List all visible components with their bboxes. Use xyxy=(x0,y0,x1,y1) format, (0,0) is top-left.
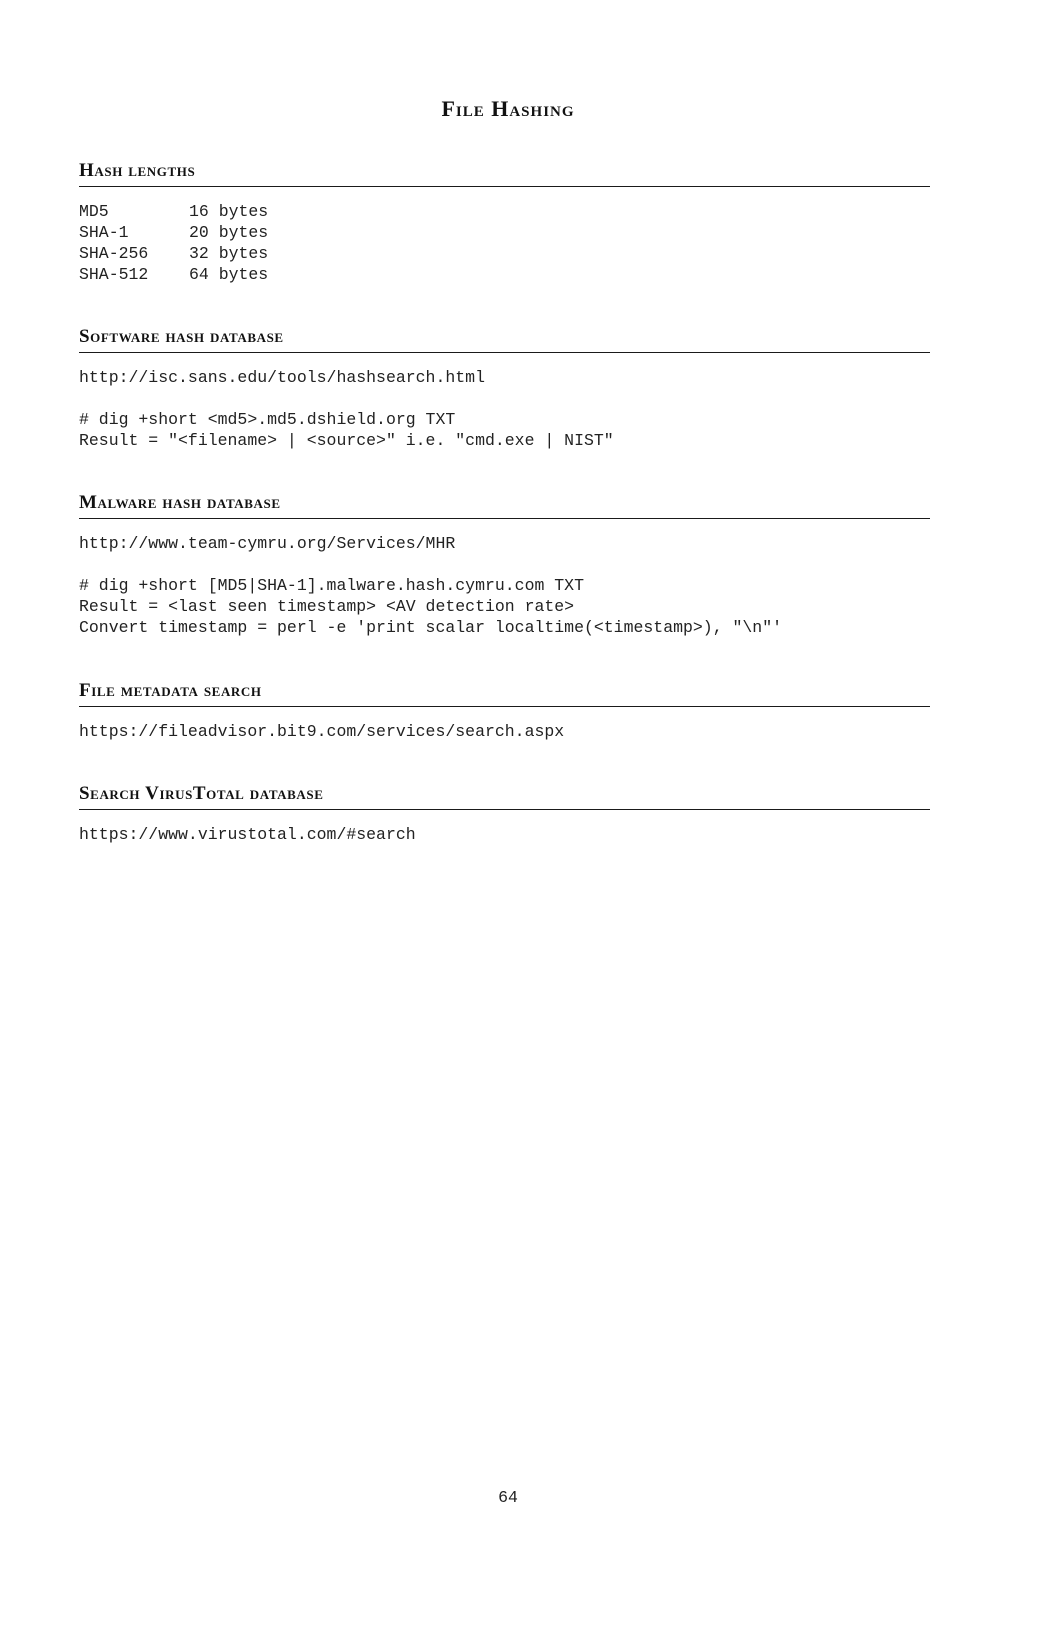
malware-db-url[interactable]: http://www.team-cymru.org/Services/MHR xyxy=(79,534,456,553)
section-heading-hash-lengths: Hash lengths xyxy=(79,160,196,181)
hash-length: 32 bytes xyxy=(189,244,269,263)
section-virustotal xyxy=(79,783,930,845)
section-heading-software-db: Software hash database xyxy=(79,326,284,347)
section-divider xyxy=(79,809,930,810)
section-heading-file-metadata: File metadata search xyxy=(79,680,262,701)
section-divider xyxy=(79,518,930,519)
page-number: 64 xyxy=(498,1488,518,1507)
table-row xyxy=(79,243,268,264)
malware-db-command: # dig +short [MD5|SHA-1].malware.hash.cymru.com TXT xyxy=(79,576,584,595)
table-row xyxy=(79,222,268,243)
hash-algorithm: MD5 xyxy=(79,202,109,221)
hash-length: 64 bytes xyxy=(189,265,269,284)
table-row xyxy=(79,201,268,222)
malware-db-result: Result = <last seen timestamp> <AV detection rate> xyxy=(79,597,575,616)
hash-algorithm: SHA-256 xyxy=(79,244,149,263)
section-divider xyxy=(79,352,930,353)
section-malware-hash-database xyxy=(79,492,930,638)
hash-algorithm: SHA-512 xyxy=(79,265,149,284)
section-divider xyxy=(79,706,930,707)
hash-lengths-table xyxy=(79,201,268,285)
software-db-result: Result = "<filename> | <source>" i.e. "cmd.exe | NIST" xyxy=(79,431,614,450)
software-db-url[interactable]: http://isc.sans.edu/tools/hashsearch.html xyxy=(79,368,485,387)
section-heading-malware-db: Malware hash database xyxy=(79,492,281,513)
virustotal-url[interactable]: https://www.virustotal.com/#search xyxy=(79,825,416,844)
section-hash-lengths xyxy=(79,160,930,285)
file-metadata-url[interactable]: https://fileadvisor.bit9.com/services/search.aspx xyxy=(79,722,565,741)
hash-algorithm: SHA-1 xyxy=(79,223,129,242)
hash-length: 16 bytes xyxy=(189,202,269,221)
section-file-metadata-search xyxy=(79,680,930,742)
table-row xyxy=(79,264,268,285)
malware-db-convert: Convert timestamp = perl -e 'print scalar localtime(<timestamp>), "\n"' xyxy=(79,618,783,637)
section-divider xyxy=(79,186,930,187)
section-software-hash-database xyxy=(79,326,930,451)
software-db-command: # dig +short <md5>.md5.dshield.org TXT xyxy=(79,410,456,429)
section-heading-virustotal: Search VirusTotal database xyxy=(79,783,324,804)
page-title: File Hashing xyxy=(441,96,575,121)
hash-length: 20 bytes xyxy=(189,223,269,242)
